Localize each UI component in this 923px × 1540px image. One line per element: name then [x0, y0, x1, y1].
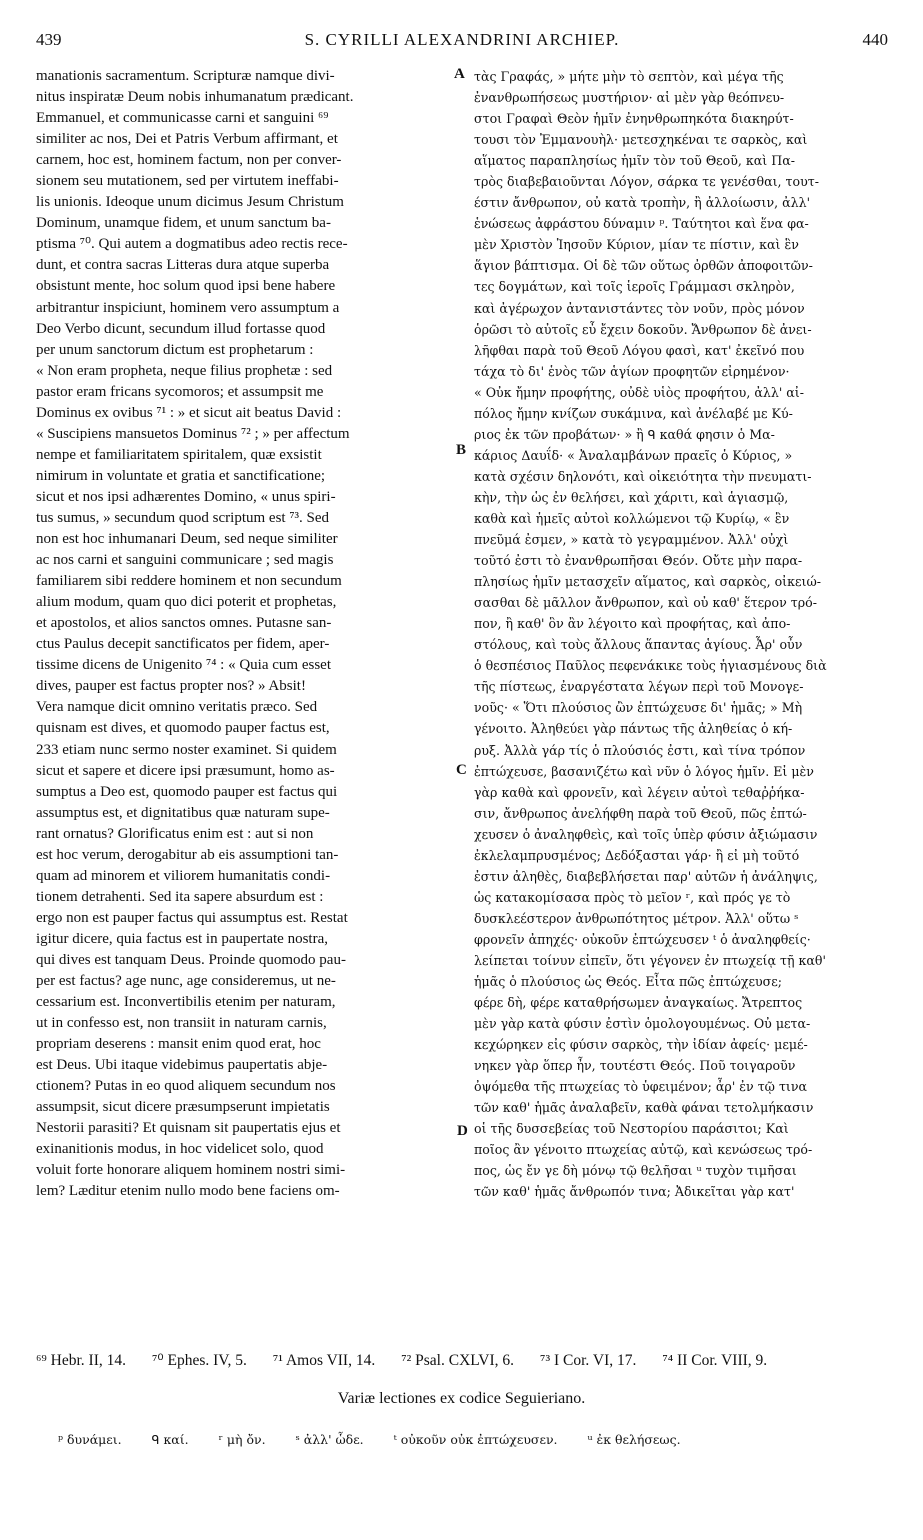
latin-text-line: nitus inspiratæ Deum nobis inhumanatum prædicant.: [36, 89, 354, 106]
footnote: ⁷² Psal. CXLVI, 6.: [401, 1352, 515, 1369]
latin-text-line: ergo non est pauper factus qui assumptus est. Restat: [36, 909, 348, 926]
running-header: [36, 30, 888, 54]
latin-text-line: est Deus. Ubi itaque videbimus paupertatis abje-: [36, 1057, 328, 1074]
latin-text-line: dives, pauper est factus propter nos? » Absit!: [36, 678, 306, 695]
greek-text-line: σασθαι δὲ μᾶλλον ἄνθρωπον, καὶ οὐ καθ' ἕτερον τρό-: [474, 595, 817, 611]
greek-text-line: ἐπτώχευσε, βασανιζέτω καὶ νῦν ὁ λόγος ἡμῖν. Εἰ μὲν: [474, 763, 814, 779]
greek-text-line: ἅγιον βάπτισμα. Οἱ δὲ τῶν οὕτως ὀρθῶν ἀποφοιτῶν-: [474, 258, 813, 274]
greek-text-line: ποῖος ἂν γένοιτο πτωχείας αὐτῷ, καὶ κενώσεως τρό-: [474, 1142, 813, 1158]
latin-text-line: « Suscipiens mansuetos Dominus ⁷² ; » per affectum: [36, 425, 350, 442]
latin-text-line: voluit forte honorare aliquem hominem nostri simi-: [36, 1162, 346, 1179]
greek-text-line: καθὰ καὶ ἡμεῖς αὐτοὶ κολλώμενοι τῷ Κυρίῳ, « ἓν: [474, 510, 790, 526]
greek-column: [474, 66, 890, 1203]
latin-text-line: Dominus ex ovibus ⁷¹ : » et sicut ait beatus David :: [36, 404, 342, 421]
greek-text-line: ὀψόμεθα τῆς πτωχείας τὸ ὑφειμένον; ἆρ' ἐν τῷ τινα: [474, 1079, 808, 1095]
latin-text-line: carnem, hoc est, hominem factum, non per conver-: [36, 152, 342, 169]
latin-text-line: « Non eram propheta, neque filius prophetæ : sed: [36, 362, 333, 379]
greek-text-line: στόλους, καὶ τοὺς ἄλλους ἅπαντας ἁγίους. Ἆρ' οὖν: [474, 637, 803, 653]
latin-text-line: propriam deserens : mansit enim quod erat, hoc: [36, 1036, 321, 1053]
latin-text-line: sumptus a Deo est, quomodo pauper est factus qui: [36, 783, 338, 800]
page-number-left: 439: [36, 30, 62, 49]
latin-text-line: non est hoc inhumanari Deum, sed neque similiter: [36, 531, 338, 548]
latin-text-line: nimirum in voluntate et gratia et sanctificatione;: [36, 467, 326, 484]
greek-text-line: γένοιτο. Ἀληθεύει γὰρ πάντως τῆς ἀληθείας ὁ κή-: [474, 721, 793, 737]
latin-text-line: Dominum, unamque fidem, et unum sanctum ba-: [36, 215, 331, 232]
greek-text-line: έστιν ἄνθρωπον, οὐ κατὰ τροπὴν, ἢ ἀλλοίωσιν, ἀλλ': [474, 195, 811, 211]
greek-text-line: ριος ἐκ τῶν προβάτων· » ἢ ᑫ καθά φησιν ὁ Μα-: [474, 426, 775, 442]
greek-text-line: νοῦς· « Ὅτι πλούσιος ὢν ἐπτώχευσε δι' ἡμᾶς; » Μὴ: [474, 700, 803, 716]
latin-text-line: ctionem? Putas in eo quod aliquem secundum nos: [36, 1078, 336, 1095]
latin-text-line: arbitrantur inspiciunt, hominem vero assumptum a: [36, 299, 340, 316]
latin-text-line: ctus Paulus decepit sanctificatos per fidem, aper-: [36, 636, 330, 653]
greek-text-line: πνεῦμά ἐσμεν, » κατὰ τὸ γεγραμμένον. Ἀλλ' οὐχὶ: [474, 532, 789, 548]
latin-text-line: lem? Læditur etenim nullo modo bene faciens om-: [36, 1183, 340, 1200]
variant-readings: [58, 1432, 878, 1447]
greek-text-line: « Οὐκ ἤμην προφήτης, οὐδὲ υἱὸς προφήτου, ἀλλ' αἰ-: [474, 384, 804, 400]
latin-text-line: familiarem sibi reddere hominem et non secundum: [36, 573, 342, 590]
variant-reading: ᵘ ἐκ θελήσεως.: [587, 1432, 681, 1447]
latin-text-line: assumpsit, sicut dicere præsumpserunt impietatis: [36, 1099, 330, 1116]
greek-text-line: ὡς κατακομίσασα πρὸς τὸ μεῖον ʳ, καὶ πρός γε τὸ: [474, 889, 791, 905]
greek-text-line: ἐκλελαμπρυσμένος; Δεδόξασται γάρ· ἢ εἰ μὴ τοῦτό: [474, 847, 800, 863]
latin-text-line: lis unionis. Ideoque unum dicimus Jesum Christum: [36, 194, 344, 211]
latin-text-line: et apostolos, et alios sanctos omnes. Putasne san-: [36, 615, 332, 632]
latin-text-line: igitur dicere, quia factus est in paupertate nostra,: [36, 930, 328, 947]
latin-text-line: exinanitionis modus, in hoc videlicet solo, quod: [36, 1141, 324, 1158]
variant-reading: ᵖ δυνάμει.: [58, 1432, 122, 1447]
latin-text-line: tissime dicens de Unigenito ⁷⁴ : « Quia cum esset: [36, 657, 331, 674]
running-title: S. CYRILLI ALEXANDRINI ARCHIEP.: [304, 30, 620, 49]
latin-text-line: tus sumus, » secundum quod scriptum est ⁷³. Sed: [36, 509, 330, 526]
page-number-right: 440: [862, 30, 888, 49]
latin-text-line: quisnam est dives, et quomodo pauper factus est,: [36, 720, 330, 737]
greek-text-line: σιν, ἄνθρωπος ἀνελήφθη παρὰ τοῦ Θεοῦ, πῶς ἐπτώ-: [474, 805, 807, 821]
greek-text-line: τες δογμάτων, καὶ τοῖς ἱεροῖς Γράμμασι σκληρὸν,: [474, 279, 795, 295]
greek-text-line: πόλος ἤμην κνίζων συκάμινα, καὶ ἀνέλαβέ με Κύ-: [474, 405, 793, 421]
latin-text-line: per est factus? age nunc, age consideremus, ut ne-: [36, 973, 336, 990]
latin-text-line: per unum sanctorum dictum est prophetarum :: [36, 341, 314, 358]
footnote: ⁷¹ Amos VII, 14.: [272, 1352, 376, 1369]
latin-text-line: 233 etiam nunc sermo noster examinet. Si quidem: [36, 741, 337, 758]
variant-reading: ᵗ οὐκοῦν οὐκ ἐπτώχευσεν.: [393, 1432, 558, 1447]
greek-text-line: τὰς Γραφάς, » μήτε μὴν τὸ σεπτὸν, καὶ μέγα τῆς: [474, 69, 784, 84]
latin-text-line: sionem seu mutationem, sed per virtutem ineffabi-: [36, 173, 339, 190]
variants-title: Variæ lectiones ex codice Seguieriano.: [337, 1390, 586, 1407]
greek-text-line: χευσεν ὁ ἀναληφθεὶς, καὶ τοῖς ὑπὲρ φύσιν ἀξιώμασιν: [474, 826, 818, 842]
greek-text-line: γὰρ καθὰ καὶ φρονεῖν, καὶ λέγειν αὐτοὶ τεθαῤῥήκα-: [474, 784, 805, 800]
latin-text-line: ut in confesso est, non transiit in naturam carnis,: [36, 1015, 327, 1032]
greek-text-line: κατὰ σχέσιν δηλονότι, καὶ οἰκειότητα τὴν πνευματι-: [474, 468, 812, 484]
footnote: ⁷³ I Cor. VI, 17.: [540, 1352, 637, 1369]
greek-text-line: ἐστιν ἀληθὲς, διαβεβλήσεται παρ' αὐτῶν ἡ ἀνάληψις,: [474, 868, 818, 884]
greek-text-line: τῆς πίστεως, ἐναργέστατα λέγων περὶ τοῦ Μονογε-: [474, 679, 804, 695]
margin-letter-b: B: [456, 442, 467, 458]
latin-text-line: obsistunt mente, hoc solum quod ipsi bene habere: [36, 278, 336, 295]
latin-text-line: rant ornatus? Glorificatus enim est : aut si non: [36, 825, 314, 842]
greek-text-line: πλησίως ἡμῖν μετασχεῖν αἵματος, καὶ σαρκὸς, οἰκειώ-: [474, 574, 821, 590]
greek-text-line: φρονεῖν ἀπηχές· οὐκοῦν ἐπτώχευσεν ᵗ ὁ ἀναληφθείς·: [474, 931, 811, 947]
variant-reading: ᑫ καί.: [151, 1432, 189, 1447]
greek-text-line: κάριος Δαυΐδ· « Ἀναλαμβάνων πραεῖς ὁ Κύριος, »: [474, 447, 793, 463]
footnote: ⁷⁰ Ephes. IV, 5.: [152, 1352, 247, 1369]
latin-text-line: cessarium est. Inconvertibilis etenim per naturam,: [36, 994, 336, 1011]
greek-text-line: ρυξ. Ἀλλὰ γάρ τίς ὁ πλούσιός ἐστι, καὶ τίνα τρόπον: [474, 742, 806, 758]
latin-text-line: sicut et sapere et dicere ipsi præsumunt, homo as-: [36, 762, 335, 779]
latin-text-line: est hoc verum, derogabitur ab eis assumptioni tan-: [36, 846, 339, 863]
greek-text-line: στοι Γραφαὶ Θεὸν ἡμῖν ἐνηνθρωπηκότα διακηρύτ-: [474, 111, 794, 127]
greek-text-line: ἡμᾶς ὁ πλούσιος ὡς Θεός. Εἶτα πῶς ἐπτώχευσε;: [474, 974, 783, 990]
latin-text-line: Vera namque dicit omnino veritatis præco. Sed: [36, 699, 318, 716]
latin-text-line: Emmanuel, et communicasse carni et sanguini ⁶⁹: [36, 110, 329, 127]
greek-text-line: οἱ τῆς δυσσεβείας τοῦ Νεστορίου παράσιτοι; Καὶ: [474, 1121, 789, 1137]
greek-text-line: αἵματος παραπλησίως ἡμῖν τὸν τοῦ Θεοῦ, καὶ Πα-: [474, 153, 795, 169]
greek-text-line: κεχώρηκεν εἰς φύσιν σαρκὸς, τὴν ἰδίαν ἀφείς· μεμέ-: [474, 1037, 808, 1053]
greek-text-line: ἐνανθρωπήσεως μυστήριον· αἱ μὲν γὰρ θεόπνευ-: [474, 90, 785, 106]
latin-text-line: assumptus est, et dignitatibus quæ naturam supe-: [36, 804, 330, 821]
greek-text-line: κὴν, τὴν ὡς ἐν θελήσει, καὶ χάριτι, καὶ ἁγιασμῷ,: [474, 489, 789, 505]
greek-text-line: μὲν γὰρ κατὰ φύσιν ἐστὶν ὁμολογουμένως. Οὐ μετα-: [474, 1016, 811, 1032]
latin-text-line: dunt, et contra sacras Litteras dura atque superba: [36, 257, 330, 274]
scripture-footnotes: [36, 1351, 888, 1370]
greek-text-line: τῶν καθ' ἡμᾶς ἀναλαβεῖν, καθὰ φάναι τετολμήκασιν: [474, 1100, 814, 1116]
greek-text-line: φέρε δὴ, φέρε καταθρήσωμεν ἀναγκαίως. Ἄτρεπτος: [474, 995, 803, 1011]
greek-text-line: καὶ ἀγέρωχον ἀντανιστάντες τὸν νοῦν, πρὸς μόνον: [474, 300, 805, 316]
latin-text-line: nempe et familiaritatem spiritalem, quæ exsistit: [36, 446, 322, 463]
greek-text-line: τάχα τὸ δι' ἑνὸς τῶν ἁγίων προφητῶν εἰρημένον·: [474, 363, 790, 379]
greek-text-line: ὁ θεσπέσιος Παῦλος πεφενάκικε τοὺς ἡγιασμένους διὰ: [474, 658, 827, 674]
greek-text-line: τουσι τὸν Ἐμμανουὴλ· μετεσχηκέναι τε σαρκὸς, καὶ: [474, 132, 808, 148]
latin-column: [36, 66, 450, 1203]
greek-text-line: πον, ἢ καθ' ὃν ἂν λέγοιτο καὶ προφήτας, καὶ ἀπο-: [474, 616, 791, 632]
latin-text-line: qui dives est tanquam Deus. Proinde quomodo pau-: [36, 951, 346, 968]
footnote: ⁶⁹ Hebr. II, 14.: [36, 1352, 127, 1369]
latin-text-line: sicut et nos ipsi adhærentes Domino, « unus spiri-: [36, 488, 336, 505]
greek-text-line: δυσκλεέστερον ἀνθρωπότητος μέτρον. Ἀλλ' οὕτω ˢ: [474, 910, 799, 926]
latin-text-line: alium modum, quam quo dici poterit et prophetas,: [36, 594, 337, 611]
latin-text-line: Nestorii parasiti? Et quisnam sit paupertatis ejus et: [36, 1120, 341, 1137]
margin-letter-a: A: [454, 66, 465, 82]
greek-text-line: πος, ὡς ἔν γε δὴ μόνῳ τῷ θελῆσαι ᵘ τυχὸν τιμῆσαι: [474, 1163, 797, 1179]
margin-letter-d: D: [457, 1123, 468, 1139]
latin-text-line: tionem detrahenti. Sed ita sapere absurdum est :: [36, 888, 324, 905]
greek-text-line: λῆφθαι παρὰ τοῦ Θεοῦ Λόγου φασὶ, κατ' ἐκεῖνό που: [474, 342, 805, 358]
latin-text-line: pastor eram fricans sycomoros; et assumpsit me: [36, 383, 324, 400]
greek-text-line: ὁρῶσι τὸ αὐτοῖς εὖ ἔχειν δοκοῦν. Ἄνθρωπον δὲ ἀνει-: [474, 321, 812, 337]
latin-text-line: Deo Verbo dicunt, secundum illud fortasse quod: [36, 320, 326, 337]
greek-text-line: τῶν καθ' ἡμᾶς ἄνθρωπόν τινα; Ἀδικεῖται γὰρ κατ': [474, 1184, 795, 1200]
greek-text-line: νηκεν γὰρ ὅπερ ἦν, τουτέστι Θεός. Ποῦ τοιγαροῦν: [474, 1058, 796, 1074]
greek-text-line: ἑνώσεως ἀφράστου δύναμιν ᵖ. Ταύτητοι καὶ ἕνα φα-: [474, 216, 809, 232]
variant-reading: ˢ ἀλλ' ὧδε.: [295, 1432, 364, 1447]
latin-text-line: manationis sacramentum. Scripturæ namque divi-: [36, 68, 335, 84]
greek-text-line: τοῦτό ἐστι τὸ ἐνανθρωπῆσαι Θεόν. Οὔτε μὴν παρα-: [474, 553, 803, 569]
latin-text-line: ptisma ⁷⁰. Qui autem a dogmatibus adeo rectis rece-: [36, 236, 348, 253]
variant-reading: ʳ μὴ ὄν.: [218, 1432, 266, 1447]
latin-text-line: ac nos carni et sanguini communicare ; sed magis: [36, 552, 334, 569]
footnote: ⁷⁴ II Cor. VIII, 9.: [662, 1352, 768, 1369]
margin-letter-c: C: [456, 762, 467, 778]
greek-text-line: λείπεται τοίνυν εἰπεῖν, ὅτι γέγονεν ἐν πτωχείᾳ τῇ καθ': [474, 952, 826, 968]
greek-text-line: μὲν Χριστὸν Ἰησοῦν Κύριον, μίαν τε πίστιν, καὶ ἓν: [474, 237, 799, 253]
greek-text-line: τρὸς διαβεβαιοῦνται Λόγον, σάρκα τε γενέσθαι, τουτ-: [474, 174, 819, 190]
latin-text-line: quam ad minorem et viliorem humanitatis condi-: [36, 867, 331, 884]
latin-text-line: similiter ac nos, Dei et Patris Verbum affirmant, et: [36, 131, 338, 148]
